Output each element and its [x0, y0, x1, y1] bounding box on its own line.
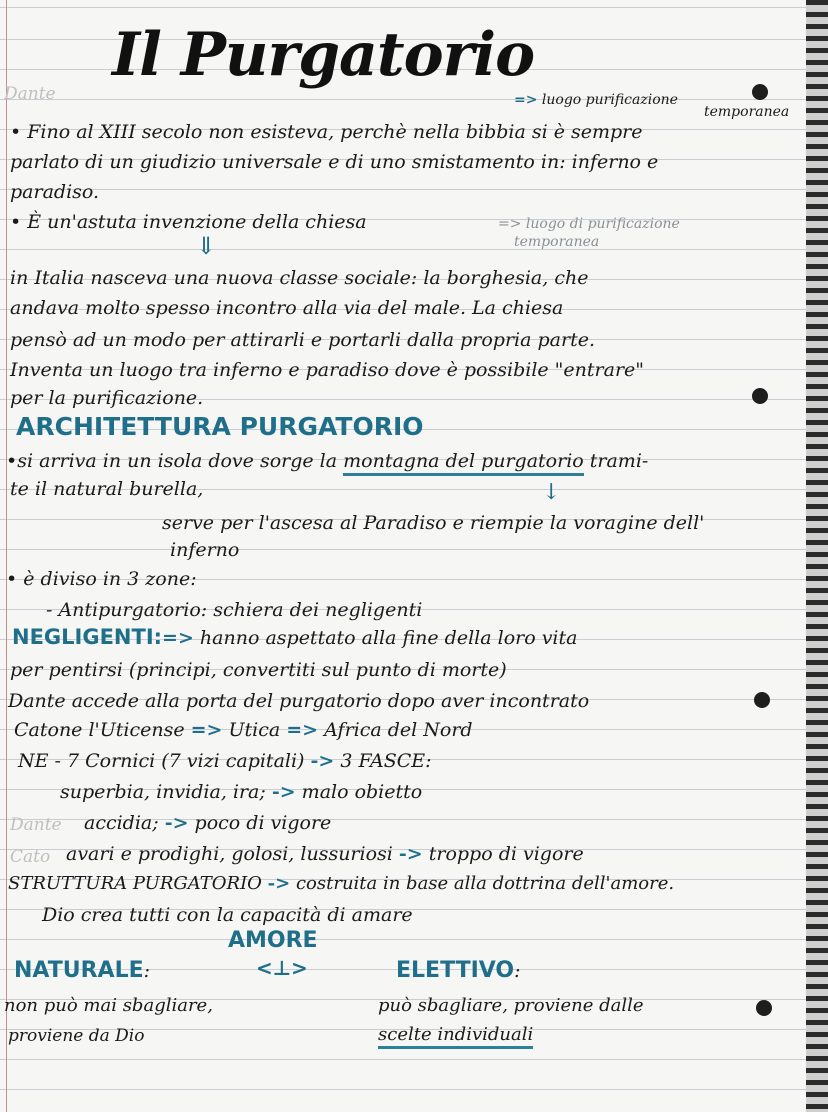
arch-line-1: •si arriva in un isola dove sorge la montagna del purgatorio trami- — [6, 450, 648, 472]
struttura-line-2: Dio crea tutti con la capacità di amare — [42, 904, 413, 926]
utica: Utica — [222, 719, 287, 741]
africa: Africa del Nord — [318, 719, 473, 741]
punch-hole — [754, 692, 770, 708]
arch-line-2: te il natural burella, — [10, 478, 204, 500]
arrow-icon: => — [190, 719, 223, 741]
notebook-spiral — [806, 0, 828, 1112]
arrow-icon: -> — [271, 781, 296, 803]
ghost-text: Dante — [4, 84, 56, 104]
title-note — [514, 92, 678, 108]
malo-obietto: malo obietto — [295, 781, 423, 803]
double-arrow-down-icon: ⇓ — [196, 232, 217, 260]
arch-line-1c: trami- — [583, 450, 649, 472]
punch-hole — [756, 1000, 772, 1016]
punch-hole — [752, 84, 768, 100]
dante-line-2 — [14, 719, 473, 741]
negligenti-text2: per pentirsi (principi, convertiti sul punto di morte) — [10, 659, 507, 681]
negligenti-label: NEGLIGENTI: — [12, 625, 163, 649]
arch-line-3: serve per l'ascesa al Paradiso e riempie la voragine dell' — [162, 512, 705, 534]
naturale-text-2: proviene da Dio — [8, 1026, 145, 1046]
struttura-label: STRUTTURA PURGATORIO — [8, 873, 268, 894]
fasce-text: 3 FASCE: — [334, 750, 432, 772]
arrow-icon: => — [286, 719, 319, 741]
elettivo-text-1: può sbagliare, proviene dalle — [378, 995, 644, 1016]
struttura-line — [8, 873, 674, 894]
text-line-8: pensò ad un modo per attirarli e portarli dalla propria parte. — [10, 329, 595, 351]
split-arrow-icon: <⊥> — [256, 956, 308, 980]
elettivo-text-2: scelte individuali — [378, 1024, 533, 1049]
text-line-10: per la purificazione. — [10, 387, 204, 409]
elettivo-line — [396, 958, 521, 983]
text-line-4-note: => luogo di purificazione — [498, 216, 680, 232]
arch-line-5: • è diviso in 3 zone: — [6, 568, 197, 590]
margin-line — [6, 0, 7, 1112]
troppo-vigore: troppo di vigore — [422, 843, 584, 865]
page-title: Il Purgatorio — [112, 20, 535, 90]
negligenti-text: hanno aspettato alla fine della loro vita — [193, 627, 578, 649]
amore-heading: AMORE — [228, 928, 318, 953]
catone: Catone l'Uticense — [14, 719, 191, 741]
avari-text: avari e prodighi, golosi, lussuriosi — [66, 843, 399, 865]
cornici-line-4 — [66, 843, 584, 865]
text-line-2: parlato di un giudizio universale e di uno smistamento in: inferno e — [10, 151, 659, 173]
text-line-7: andava molto spesso incontro alla via del male. La chiesa — [10, 297, 564, 319]
arrow-icon: -> — [267, 873, 291, 894]
ghost-cato: Cato — [10, 847, 51, 867]
text-line-4: • È un'astuta invenzione della chiesa — [10, 211, 367, 233]
elettivo-text-2-wrap — [378, 1024, 533, 1045]
text-line-1-content: Fino al XIII secolo non esisteva, perchè nella bibbia si è sempre — [27, 121, 643, 143]
naturale-line — [14, 958, 150, 983]
struttura-text: costruita in base alla dottrina dell'amore. — [290, 873, 675, 894]
ghost-dante: Dante — [10, 815, 62, 835]
naturale-text-1: non può mai sbagliare, — [4, 995, 213, 1016]
negligenti-line — [12, 625, 577, 649]
title-note-text2: temporanea — [704, 104, 790, 120]
arrow-icon: => — [514, 92, 538, 108]
arrow-icon: -> — [164, 812, 189, 834]
arrow-icon: -> — [398, 843, 423, 865]
punch-hole — [752, 388, 768, 404]
cornici-line-3 — [84, 812, 331, 834]
cornici-line-2 — [60, 781, 422, 803]
elettivo-heading: ELETTIVO — [396, 958, 515, 983]
colon: : — [514, 960, 521, 982]
superbia-text: superbia, invidia, ira; — [60, 781, 272, 803]
poco-vigore: poco di vigore — [188, 812, 332, 834]
dante-line-1: Dante accede alla porta del purgatorio dopo aver incontrato — [8, 690, 590, 712]
text-line-4-content: È un'astuta invenzione della chiesa — [27, 211, 367, 233]
text-line-4-note2: temporanea — [514, 234, 600, 250]
montagna-highlight: montagna del purgatorio — [343, 450, 584, 476]
arch-line-5-content: è diviso in 3 zone: — [23, 568, 197, 590]
title-note-text: luogo purificazione — [541, 92, 678, 108]
arrow-icon: -> — [310, 750, 335, 772]
naturale-heading: NATURALE — [14, 958, 144, 983]
arrow-down-icon: ↓ — [542, 480, 561, 505]
text-line-1: • Fino al XIII secolo non esisteva, perchè nella bibbia si è sempre — [10, 121, 643, 143]
accidia-text: accidia; — [84, 812, 165, 834]
arrow-icon: => — [162, 627, 194, 649]
cornici-line-1 — [18, 750, 432, 772]
section-heading-architettura: ARCHITETTURA PURGATORIO — [16, 412, 424, 441]
arch-line-6: - Antipurgatorio: schiera dei negligenti — [46, 599, 423, 621]
colon: : — [143, 960, 151, 982]
arch-line-4: inferno — [170, 539, 240, 561]
text-line-3: paradiso. — [10, 181, 100, 203]
text-line-6: in Italia nasceva una nuova classe sociale: la borghesia, che — [10, 267, 589, 289]
cornici-text: NE - 7 Cornici (7 vizi capitali) — [18, 750, 311, 772]
text-line-9: Inventa un luogo tra inferno e paradiso dove è possibile "entrare" — [10, 359, 645, 381]
arch-line-1a: si arriva in un isola dove sorge la — [17, 450, 344, 472]
